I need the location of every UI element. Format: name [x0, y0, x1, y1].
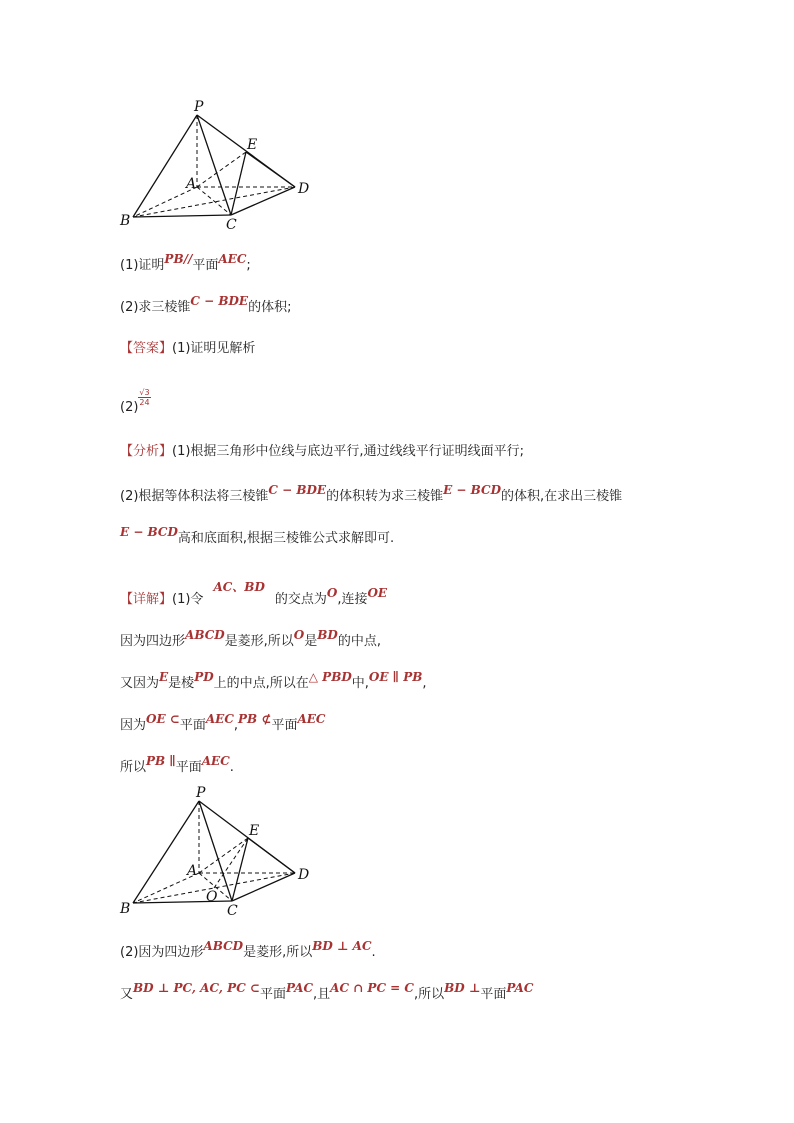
label-c-2: C — [227, 903, 238, 919]
detail-3: 又因为E是棱PD上的中点,所以在△ PBD中,OE ∥ PB, — [120, 670, 427, 691]
label-b: B — [120, 213, 131, 229]
detail-4: 因为OE ⊂平面AEC,PB ⊄平面AEC — [120, 712, 326, 733]
label-b-2: B — [120, 901, 131, 917]
pyramid-figure-1 — [110, 95, 320, 235]
label-p-2: P — [196, 785, 206, 801]
part2-line-2: 又BD ⊥ PC, AC, PC ⊂平面PAC,且AC ∩ PC = C,所以BD ⊥平面PAC — [120, 981, 534, 1002]
question-2: (2)求三棱锥C − BDE的体积; — [120, 294, 292, 315]
answer-2: (2) $\frac{√3}{24}$ — [120, 388, 150, 415]
analysis-3: E − BCD高和底面积,根据三棱锥公式求解即可. — [120, 525, 395, 546]
label-d-2: D — [298, 867, 310, 883]
question-1: (1)证明PB//平面AEC; — [120, 252, 251, 273]
part2-line-1: (2)因为四边形ABCD是菱形,所以BD ⊥ AC. — [120, 939, 376, 960]
pyramid-figure-2 — [110, 783, 320, 923]
answer-fraction: $\frac{√3}{24}$ — [139, 388, 150, 407]
detail-1: 【详解】(1)令AC、BD的交点为O,连接OE — [120, 580, 388, 607]
analysis-2: (2)根据等体积法将三棱锥C − BDE的体积转为求三棱锥E − BCD的体积,在求出三棱锥 — [120, 483, 623, 504]
label-a-2: A — [187, 863, 198, 879]
detail-2: 因为四边形ABCD是菱形,所以O是BD的中点, — [120, 628, 381, 649]
label-o-2: O — [206, 889, 218, 905]
label-e: E — [247, 137, 258, 153]
label-e-2: E — [249, 823, 260, 839]
answer-1: 【答案】(1)证明见解析 — [120, 341, 256, 356]
label-p: P — [194, 99, 204, 115]
label-d: D — [298, 181, 310, 197]
analysis-1: 【分析】(1)根据三角形中位线与底边平行,通过线线平行证明线面平行; — [120, 444, 524, 459]
label-c: C — [226, 217, 237, 233]
label-a: A — [186, 176, 197, 192]
detail-5: 所以PB ∥平面AEC. — [120, 754, 234, 775]
